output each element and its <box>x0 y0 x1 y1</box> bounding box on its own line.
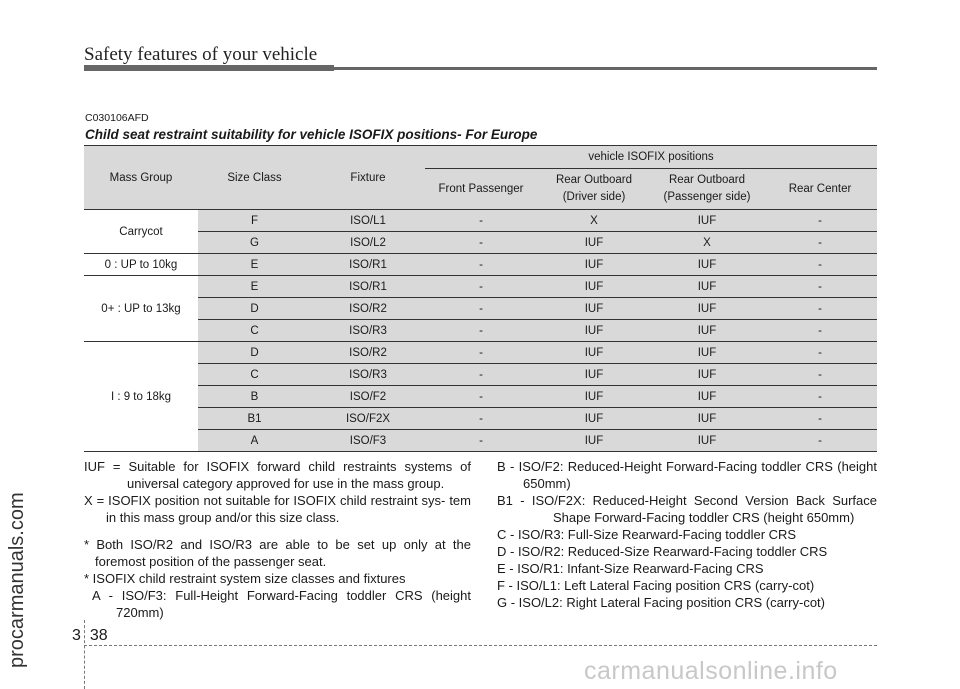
note-x: X = ISOFIX position not suitable for ISOFIX child restraint sys- tem in this mass group and/or this size class. <box>84 493 471 525</box>
cell-fixture: ISO/R3 <box>311 320 425 342</box>
table-row <box>84 386 877 408</box>
cell-size-class: E <box>198 254 311 276</box>
note-class-e: E - ISO/R1: Infant-Size Rearward-Facing CRS <box>497 561 764 576</box>
cell-rear-outboard-passenger: IUF <box>651 364 763 386</box>
col-header-rear-outboard-passenger-line1: Rear Outboard <box>668 174 746 187</box>
cell-fixture: ISO/R3 <box>311 364 425 386</box>
header-rule-accent <box>84 65 334 71</box>
cell-front-passenger: - <box>425 430 537 452</box>
col-header-rear-center: Rear Center <box>763 169 877 210</box>
note-class-f: F - ISO/L1: Left Lateral Facing position CRS (carry-cot) <box>497 578 815 593</box>
table-row <box>84 408 877 430</box>
cell-fixture: ISO/F2X <box>311 408 425 430</box>
table-row <box>84 298 877 320</box>
cell-fixture: ISO/L1 <box>311 210 425 232</box>
cell-fixture: ISO/R1 <box>311 276 425 298</box>
table-row <box>84 320 877 342</box>
table-row <box>84 232 877 254</box>
note-class-a: A - ISO/F3: Full-Height Forward-Facing toddler CRS (height 720mm) <box>92 588 471 620</box>
note-iuf: IUF = Suitable for ISOFIX forward child restraints systems of universal category approved for use in the mass group. <box>84 459 471 491</box>
cell-front-passenger: - <box>425 408 537 430</box>
cell-rear-outboard-passenger: X <box>651 232 763 254</box>
cell-fixture: ISO/L2 <box>311 232 425 254</box>
cell-rear-outboard-driver: IUF <box>537 408 651 430</box>
cell-rear-center: - <box>763 254 877 276</box>
cell-rear-center: - <box>763 430 877 452</box>
cell-front-passenger: - <box>425 342 537 364</box>
cell-mass-group: I : 9 to 18kg <box>84 342 198 452</box>
cell-rear-outboard-passenger: IUF <box>651 320 763 342</box>
cell-fixture: ISO/F2 <box>311 386 425 408</box>
cell-fixture: ISO/R2 <box>311 342 425 364</box>
cell-front-passenger: - <box>425 254 537 276</box>
table-row <box>84 254 877 276</box>
cell-fixture: ISO/R2 <box>311 298 425 320</box>
table-row <box>84 210 877 232</box>
cell-rear-center: - <box>763 276 877 298</box>
cell-front-passenger: - <box>425 210 537 232</box>
cell-rear-outboard-passenger: IUF <box>651 210 763 232</box>
col-header-rear-outboard-driver-line2: (Driver side) <box>562 191 626 203</box>
cell-fixture: ISO/F3 <box>311 430 425 452</box>
note-class-g: G - ISO/L2: Right Lateral Facing position CRS (carry-cot) <box>497 595 826 610</box>
cell-size-class: F <box>198 210 311 232</box>
notes-left-column <box>84 458 471 621</box>
page-number <box>72 627 108 645</box>
cell-rear-center: - <box>763 232 877 254</box>
section-title: Safety features of your vehicle <box>84 44 318 65</box>
table-row <box>84 342 877 364</box>
cell-size-class: D <box>198 342 311 364</box>
cell-front-passenger: - <box>425 232 537 254</box>
cell-size-class: G <box>198 232 311 254</box>
cell-rear-center: - <box>763 342 877 364</box>
cell-size-class: C <box>198 320 311 342</box>
cell-rear-center: - <box>763 320 877 342</box>
cell-rear-outboard-driver: IUF <box>537 364 651 386</box>
cell-rear-outboard-driver: IUF <box>537 430 651 452</box>
cell-mass-group: 0 : UP to 10kg <box>84 254 198 276</box>
isofix-suitability-table <box>84 145 877 452</box>
col-header-rear-outboard-driver-line1: Rear Outboard <box>555 174 633 187</box>
table-row <box>84 364 877 386</box>
cell-rear-center: - <box>763 386 877 408</box>
cell-front-passenger: - <box>425 364 537 386</box>
cell-size-class: D <box>198 298 311 320</box>
side-watermark: procarmanuals.com <box>6 492 28 668</box>
note-class-b: B - ISO/F2: Reduced-Height Forward-Facing toddler CRS (height 650mm) <box>497 459 877 491</box>
col-header-mass-group: Mass Group <box>84 146 198 210</box>
col-header-rear-outboard-passenger <box>651 169 763 210</box>
col-header-front-passenger: Front Passenger <box>425 169 537 210</box>
document-code: C030106AFD <box>85 112 149 124</box>
col-header-isofix-positions: vehicle ISOFIX positions <box>425 146 877 169</box>
col-header-rear-outboard-driver <box>537 169 651 210</box>
cell-rear-outboard-passenger: IUF <box>651 254 763 276</box>
cell-size-class: B <box>198 386 311 408</box>
note-class-b1: B1 - ISO/F2X: Reduced-Height Second Version Back Surface Shape Forward-Facing toddler CRS (height 650mm) <box>497 493 877 525</box>
footer-watermark: carmanualsonline.info <box>584 657 838 685</box>
cell-rear-outboard-passenger: IUF <box>651 430 763 452</box>
cell-rear-outboard-passenger: IUF <box>651 298 763 320</box>
cell-rear-outboard-driver: IUF <box>537 254 651 276</box>
cell-rear-outboard-driver: IUF <box>537 298 651 320</box>
cell-rear-center: - <box>763 364 877 386</box>
cell-front-passenger: - <box>425 320 537 342</box>
cell-rear-outboard-driver: IUF <box>537 232 651 254</box>
cell-front-passenger: - <box>425 386 537 408</box>
cell-mass-group: Carrycot <box>84 210 198 254</box>
page-number-value: 38 <box>89 627 108 644</box>
table-row <box>84 430 877 452</box>
cell-size-class: E <box>198 276 311 298</box>
note-class-d: D - ISO/R2: Reduced-Size Rearward-Facing toddler CRS <box>497 544 828 559</box>
cell-rear-outboard-driver: IUF <box>537 342 651 364</box>
notes-right-column <box>497 458 877 611</box>
cell-rear-center: - <box>763 408 877 430</box>
cell-fixture: ISO/R1 <box>311 254 425 276</box>
cell-rear-outboard-driver: IUF <box>537 320 651 342</box>
cell-rear-outboard-passenger: IUF <box>651 408 763 430</box>
cell-size-class: B1 <box>198 408 311 430</box>
chapter-number: 3 <box>72 627 81 644</box>
note-star-size-classes: * ISOFIX child restraint system size classes and fixtures <box>84 571 406 586</box>
table-heading: Child seat restraint suitability for vehicle ISOFIX positions- For Europe <box>85 127 538 142</box>
note-star-r2-r3: * Both ISO/R2 and ISO/R3 are able to be set up only at the foremost position of the passenger seat. <box>84 537 471 569</box>
col-header-size-class: Size Class <box>198 146 311 210</box>
cell-rear-outboard-driver: IUF <box>537 386 651 408</box>
footer-horizontal-guide <box>84 645 877 646</box>
cell-rear-center: - <box>763 298 877 320</box>
cell-rear-outboard-passenger: IUF <box>651 386 763 408</box>
cell-mass-group: 0+ : UP to 13kg <box>84 276 198 342</box>
col-header-fixture: Fixture <box>311 146 425 210</box>
cell-front-passenger: - <box>425 298 537 320</box>
cell-size-class: C <box>198 364 311 386</box>
cell-size-class: A <box>198 430 311 452</box>
cell-rear-outboard-driver: X <box>537 210 651 232</box>
table-row <box>84 276 877 298</box>
cell-front-passenger: - <box>425 276 537 298</box>
cell-rear-outboard-driver: IUF <box>537 276 651 298</box>
note-class-c: C - ISO/R3: Full-Size Rearward-Facing toddler CRS <box>497 527 797 542</box>
col-header-rear-outboard-passenger-line2: (Passenger side) <box>663 191 751 203</box>
cell-rear-outboard-passenger: IUF <box>651 276 763 298</box>
cell-rear-center: - <box>763 210 877 232</box>
cell-rear-outboard-passenger: IUF <box>651 342 763 364</box>
